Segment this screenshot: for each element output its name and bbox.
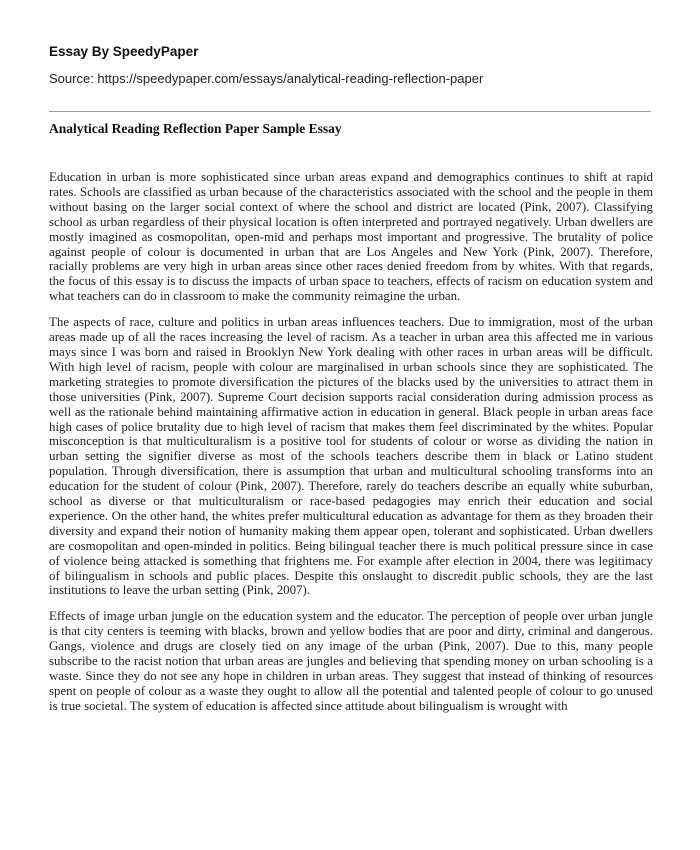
paragraph-3: Effects of image urban jungle on the education system and the educator. The perception of people over urban jungle is that city centers is teeming with blacks, brown and yellow bodies that are poor and dirty, criminal and dangerous. Gangs, violence and drugs are closely tied on any image of the urban (Pink, 2007). Due to this, many people subscribe to the racist notion that urban areas are jungles and believing that spending money on urban schooling is a waste. Since they do not see any hope in children in urban areas. They suggest that instead of thinking of resources spent on people of colour as a waste they ought to allow all the potential and talented people of colour to go unused is true societal. The system of education is affected since attitude about bilingualism is wrought with	[49, 609, 653, 713]
brand-title: Essay By SpeedyPaper	[49, 44, 199, 59]
paragraph-2: The aspects of race, culture and politics in urban areas influences teachers. Due to immigration, most of the urban areas made up of all the races increasing the level of racism. As a teacher in urban area this affected me in various mays since I was born and raised in Brooklyn New York dealing with other races in urban areas will be difficult. With high level of racism, people with colour are marginalised in urban schools since they are sophisticated. The marketing strategies to promote diversification the pictures of the blacks used by the universities to attract them in those universities (Pink, 2007). Supreme Court decision supports racial consideration during admission process as well as the rationale behind maintaining affirmative action in education in general. Black people in urban areas face high cases of police brutality due to high level of racism that makes them feel discriminated by the whites. Popular misconception is that multiculturalism is a positive tool for students of colour or worse as dividing the nation in urban setting the signifier diverse as most of the schools teachers describe them in black or Latino student population. Through diversification, there is assumption that urban and multicultural schooling transforms into an education for the student of colour (Pink, 2007). Therefore, rarely do teachers describe an equally white suburban, school as diverse or that multiculturalism or race-based pedagogies may enrich their education and social experience. On the other hand, the whites prefer multicultural education as advantage for them as they broaden their diversity and expand their notion of humanity making them appear open, tolerant and sophisticated. Urban dwellers are cosmopolitan and open-minded in politics. Being bilingual teacher there is much political pressure since in case of violence being attacked is something that frightens me. For example after election in 2004, there was legitimacy of bilingualism in schools and public places. Despite this onslaught to discredit public schools, they are the last institutions to leave the urban setting (Pink, 2007).	[49, 315, 653, 598]
essay-body	[49, 170, 653, 725]
source-line: Source: https://speedypaper.com/essays/analytical-reading-reflection-paper	[49, 71, 484, 86]
header-divider	[49, 111, 651, 112]
essay-title: Analytical Reading Reflection Paper Sample Essay	[49, 121, 342, 136]
paragraph-1: Education in urban is more sophisticated since urban areas expand and demographics continues to shift at rapid rates. Schools are classified as urban because of the characteristics associated with the school and the people in them without basing on the larger social context of where the school and district are located (Pink, 2007). Classifying school as urban regardless of their physical location is often interpreted and portrayed negatively. Urban dwellers are mostly imagined as cosmopolitan, open-mid and perhaps most important and progressive. The brutality of police against people of colour is documented in urban that are Los Angeles and New York (Pink, 2007). Therefore, racially problems are very high in urban areas since other races denied freedom from by whites. With that regards, the focus of this essay is to discuss the impacts of urban space to teachers, effects of racism on education system and what teachers can do in classroom to make the community reimagine the urban.	[49, 170, 653, 304]
